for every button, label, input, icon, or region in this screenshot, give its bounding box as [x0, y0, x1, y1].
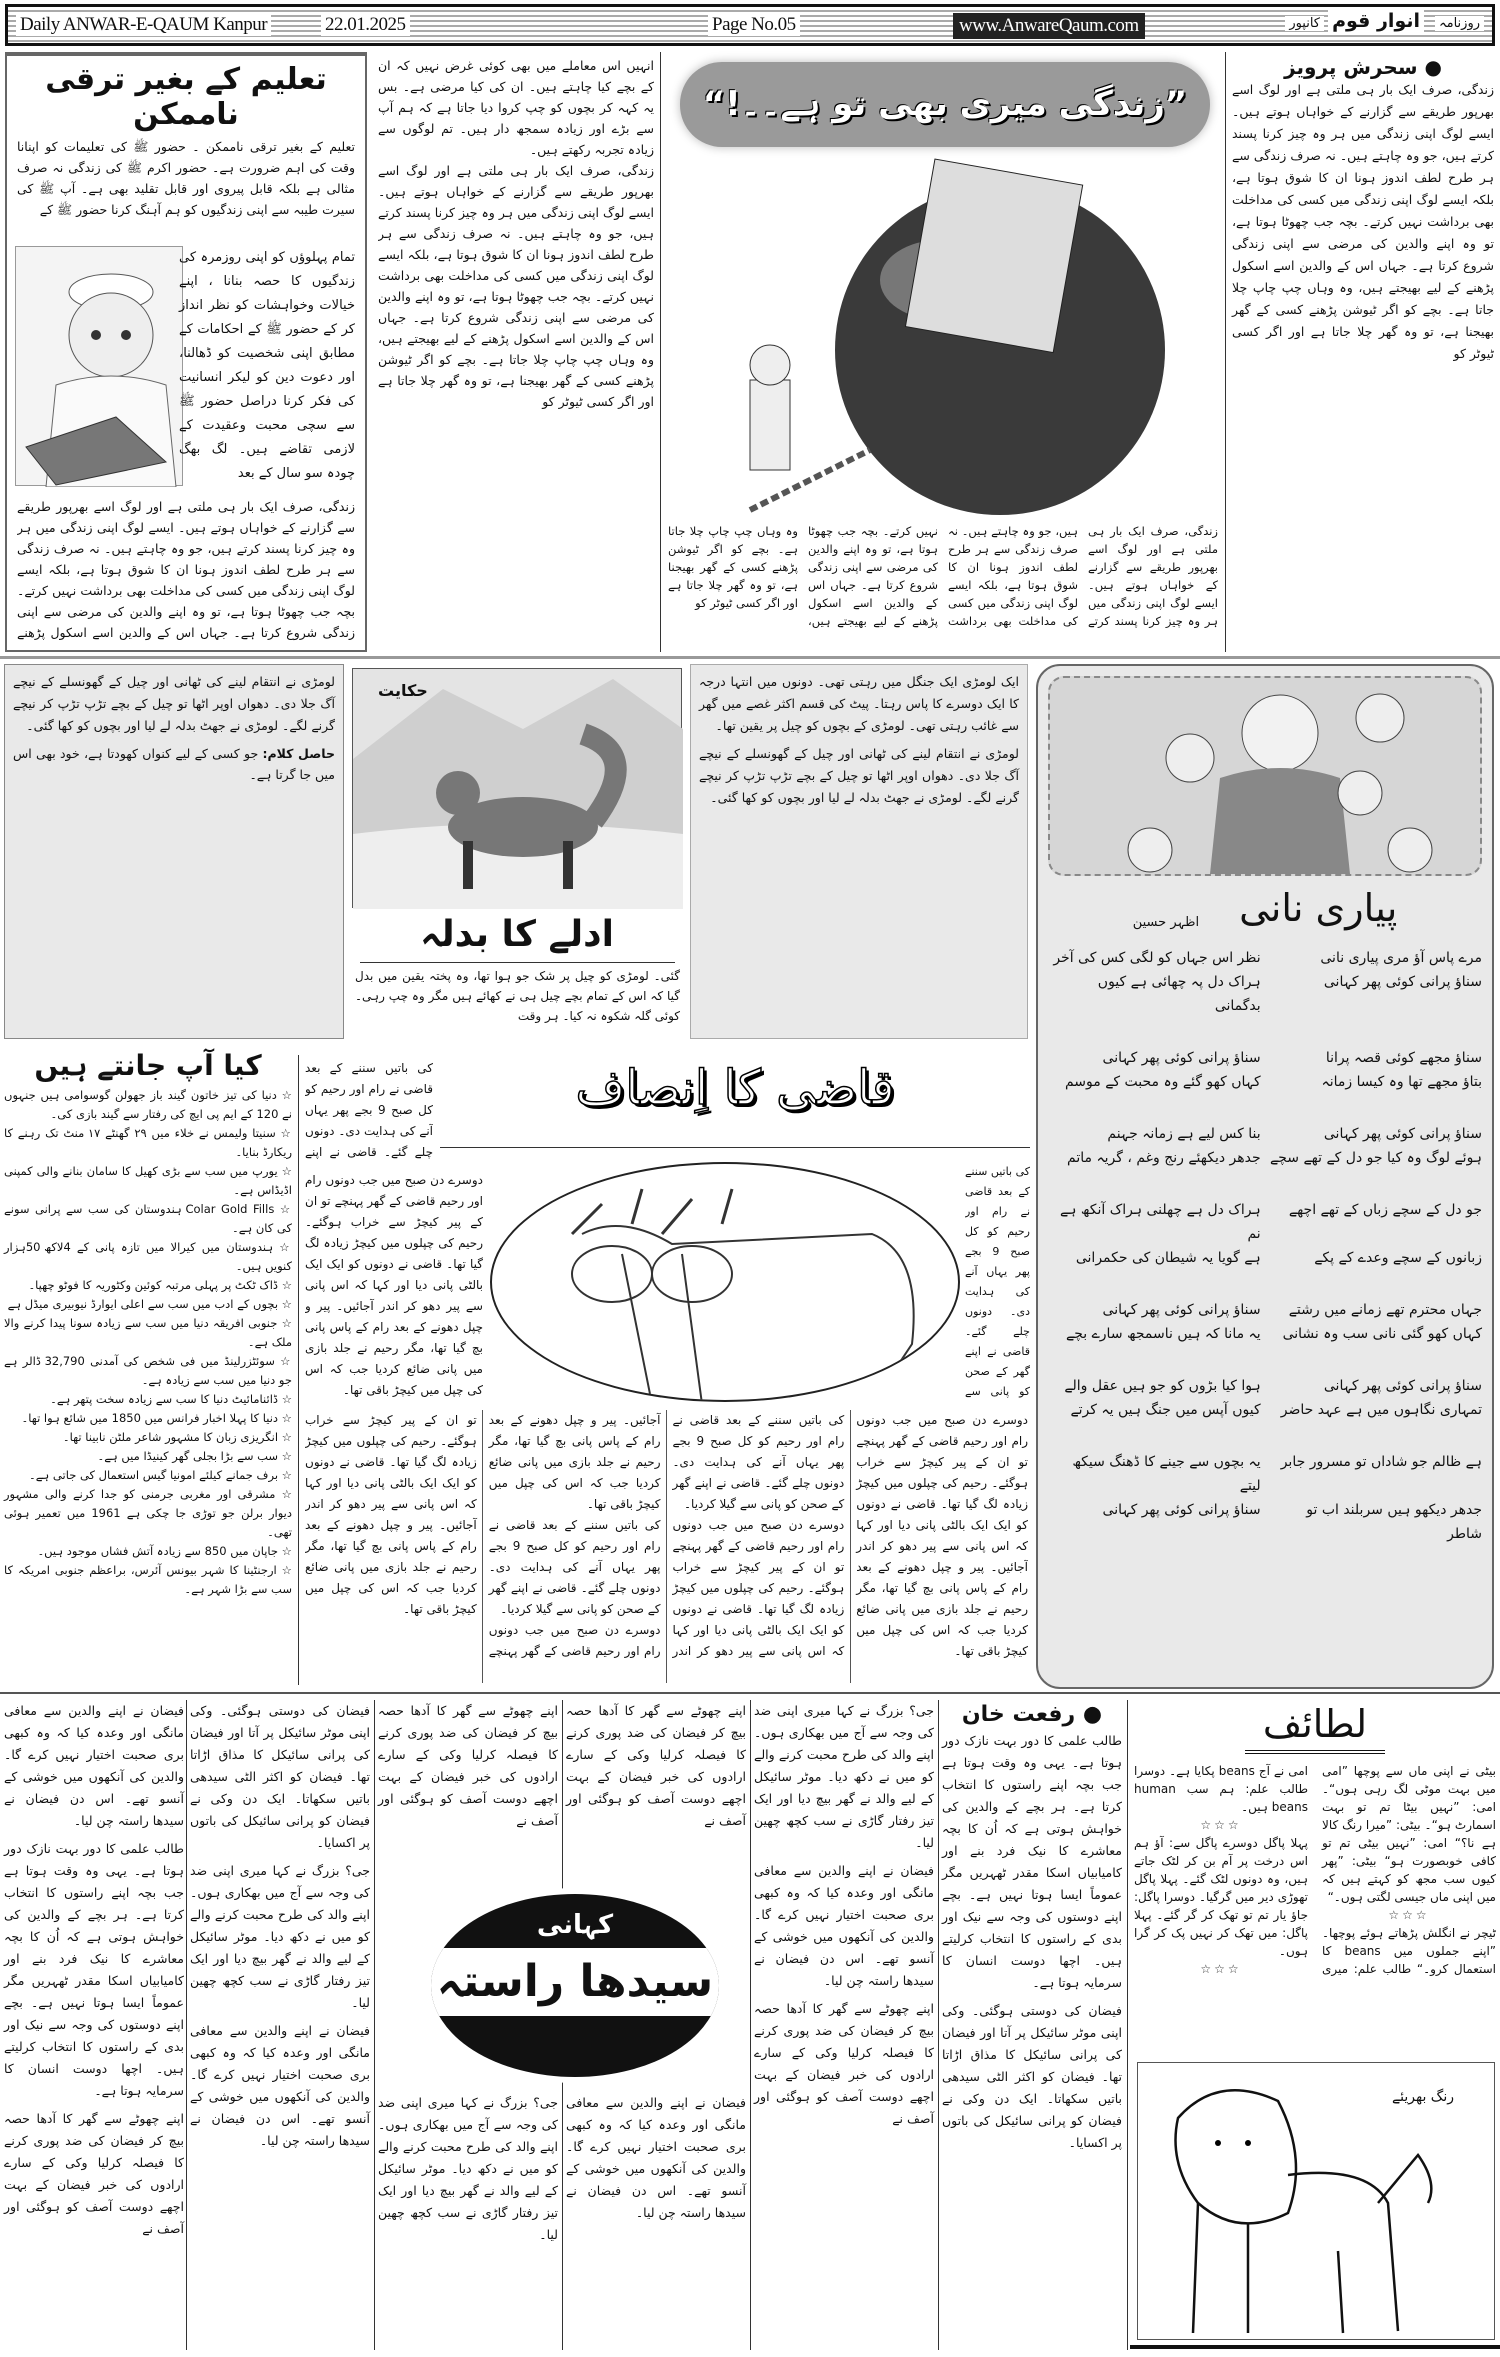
story-column-lower — [378, 2092, 558, 2252]
story-paragraph: فیضان کی دوستی ہوگئی۔ وکی اپنی موٹر سائیکل پر آتا اور فیضان کی پرانی سائیکل کا مذاق اڑاتا تھا۔ فیضان کو اکثر الٹی سیدھی باتیں سکھاتا۔ ایک دن وکی نے فیضان کو پرانی سائیکل کی باتوں پر اکسایا۔ — [190, 1703, 370, 1850]
poem-line: ہے گویا یہ شیطان کی حکمرانی — [1075, 1250, 1261, 1266]
fact-item: ☆ ارجنٹینا کا شہر بیونس آئرس، براعظم جنوبی امریکہ کا سب سے بڑا شہر ہے۔ — [4, 1563, 292, 1596]
qazi-headline: قاضی کا اِنصاف — [575, 1060, 895, 1116]
poem-stanza — [1038, 1450, 1492, 1546]
poem-line: سناؤ مجھے کوئی قصہ پرانا — [1325, 1050, 1482, 1066]
story-paragraph: فیضان نے اپنے والدین سے معافی مانگی اور وعدہ کیا کہ وہ کبھی بری صحبت اختیار نہیں کرے گا۔ والدین کی آنکھوں میں خوشی کے آنسو تھے۔ اس دن فیضان نے سیدھا راستہ چن لیا۔ — [4, 1703, 184, 1828]
issue-date: 22.01.2025 — [321, 14, 410, 36]
story-paragraph: فیضان نے اپنے والدین سے معافی مانگی اور وعدہ کیا کہ وہ کبھی بری صحبت اختیار نہیں کرے گا۔ والدین کی آنکھوں میں خوشی کے آنسو تھے۔ اس دن فیضان نے سیدھا راستہ چن لیا۔ — [190, 2023, 370, 2148]
zindagi-paragraph: انہیں اس معاملے میں بھی کوئی غرض نہیں کہ ان کے بچے کیا چاہتے ہیں۔ ان کی کیا مرضی ہے۔ بس یہ کہہ کر بچوں کو چپ کروا دیا جاتا ہے کہ ہم آپ سے بڑے اور زیادہ سمجھ دار ہیں۔ تم لوگوں سے زیادہ تجربہ رکھتے ہیں۔ — [378, 58, 654, 157]
did-you-know-list — [4, 1086, 292, 1599]
fact-item: ☆ ہندوستان میں کیرالا میں تازہ پانی کے 4لاکھ 50ہزار کنویں ہیں۔ — [4, 1240, 292, 1273]
poem-line: بتاؤ مجھے تھا وہ کیسا زمانہ — [1321, 1074, 1482, 1090]
poem-line: سناؤ پرانی کوئی پھر کہانی — [1102, 1050, 1261, 1066]
ball-and-chain-illustration — [690, 150, 1210, 520]
poem-stanza — [1038, 1198, 1492, 1270]
zindagi-body-intro: زندگی، صرف ایک بار ہی ملتی ہے اور لوگ اسے بھرپور طریقے سے گزارنے کے خواہاں ہوتے ہیں۔ ایسے لوگ اپنی زندگی میں ہر وہ چیز کرنا پسند کرتے ہیں، جو وہ چاہتے ہیں۔ نہ صرف زندگی سے ہر طرح لطف اندوز ہونا ان کا شوق ہوتا ہے، بلکہ ایسے لوگ اپنی زندگی میں کسی کی مداخلت بھی برداشت نہیں کرتے۔ بچہ جب چھوٹا ہوتا ہے، تو وہ اپنے والدین کی مرضی سے اپنی زندگی شروع کرتا ہے۔ جہاں اس کے والدین اسے اسکول پڑھنے کے لیے بھیجتے ہیں، وہ وہاں چپ چاپ چلا جاتا ہے۔ بچے کو اگر ٹیوشن پڑھنے کسی کے گھر بھیجنا ہے، تو وہ گھر چلا جاتا ہے اور اگر کسی ٹیوٹر کو — [1232, 82, 1494, 361]
did-you-know-section — [4, 1046, 292, 1599]
story-column-lower — [566, 2092, 746, 2230]
fact-item: ☆ ڈائنامائیٹ دنیا کا سب سے زیادہ سخت پتھر ہے۔ — [50, 1392, 292, 1406]
poem-line: ہوا کیا بڑوں کو جو ہیں عقل والے — [1064, 1378, 1261, 1394]
hikayat-body-start-2: لومڑی نے انتقام لینے کی ٹھانی اور چیل کے گھونسلے کے نیچے آگ جلا دی۔ دھواں اوپر اٹھا تو چیل کے بچے تڑپ تڑپ کر نیچے گرنے لگے۔ لومڑی نے جھٹ بدلہ لے لیا اور بچوں کو کھا گئی۔ — [699, 746, 1019, 805]
poem-line: ہراک دل ہے چھلنی ہراک آنکھ ہے نم — [1060, 1202, 1261, 1242]
education-body-continued: زندگی، صرف ایک بار ہی ملتی ہے اور لوگ اسے بھرپور طریقے سے گزارنے کے خواہاں ہوتے ہیں۔ ایسے لوگ اپنی زندگی میں ہر وہ چیز کرنا پسند کرتے ہیں، جو وہ چاہتے ہیں۔ نہ صرف زندگی سے ہر طرح لطف اندوز ہونا ان کا شوق ہوتا ہے، بلکہ ایسے لوگ اپنی زندگی میں کسی کی مداخلت بھی برداشت نہیں کرتے۔ بچہ جب چھوٹا ہوتا ہے، تو وہ اپنے والدین کی مرضی سے اپنی زندگی شروع کرتا ہے۔ جہاں اس کے والدین اسے اسکول پڑھنے — [17, 499, 355, 640]
hikayat-body-lower: گئی۔ لومڑی کو چیل پر شک جو ہوا تھا، وہ پختہ یقین میں بدل گیا کہ اس کے تمام بچے چیل ہی نے کھائے ہیں مگر وہ چپ رہی۔ کوئی گلہ شکوہ نہ کیا۔ ہر وقت — [355, 969, 680, 1023]
story-column — [754, 1700, 934, 2136]
education-body: تمام پہلوؤں کو اپنی روزمرہ کی زندگیوں کا حصہ بنانا ، اپنے خیالات وخواہشات کو نظر انداز کر کے حضور ﷺ کے احکامات کے مطابق اپنی شخصیت کو ڈھالنا، اور دعوت دین کو لیکر انسانیت کی فکر کرنا دراصل حضور ﷺ سے سچی محبت وعقیدت کے لازمی تقاضے ہیں۔ لگ بھگ چودہ سو سال کے بعد — [179, 250, 355, 481]
coloring-label: رنگ بھریئے — [1391, 2089, 1454, 2105]
joke-separator: ☆☆☆ — [1200, 1818, 1242, 1832]
story-title-badge — [425, 1888, 725, 2083]
poem-line: کہاں کھو گئی نانی سب وہ نشانی — [1282, 1326, 1482, 1342]
poem-box — [1036, 664, 1494, 1689]
qazi-paragraph: کی باتیں سننے کے بعد قاضی نے رام اور رحیم کو کل صبح 9 بجے پھر یہاں آنے کی ہدایت دی۔ دونوں چلے گئے۔ قاضی نے اپنے گھر کے صحن کو پانی سے گیلا کردیا۔ — [488, 1518, 661, 1616]
education-headline: تعلیم کے بغیر ترقی ناممکن — [45, 62, 327, 132]
joke: بیٹی نے اپنی ماں سے پوچھا ”امی میں بہت موٹی لگ رہی ہوں“۔ امی: ”نہیں بیٹا تم تو بہت اسمارٹ ہو“۔ بیٹی: ”میرا رنگ کالا ہے نا؟“ امی: ”نہیں بیٹی تم تو کافی خوبصورت ہو“ بیٹی: ”پھر کیوں سب مجھ کو کہتے ہیں کہ میں اپنی ماں جیسی لگتی ہوں۔“ — [1322, 1764, 1496, 1904]
jokes-headline: لطائف — [1245, 1698, 1385, 1754]
poem-line: سناؤ پرانی کوئی پھر کہانی — [1323, 974, 1482, 990]
poem-stanzas — [1038, 946, 1492, 1546]
fact-item: ☆ انگریزی زبان کا مشہور شاعر ملٹن نابینا تھا۔ — [62, 1430, 292, 1444]
joke-separator: ☆☆☆ — [1200, 1962, 1242, 1976]
fox-illustration — [352, 668, 682, 908]
education-intro: تعلیم کے بغیر ترقی ناممکن ۔ حضور ﷺ کی تعلیمات کو اپنانا وقت کی اہم ضرورت ہے۔ حضور اکرم ﷺ کی زندگی نہ صرف مثالی ہے بلکہ قابل پیروی اور قابل تقلید بھی ہے۔ آپ ﷺ کی سیرت طیبہ سے اپنی زندگیوں کو ہم آہنگ کرنا حضور ﷺ کے — [17, 139, 355, 217]
zindagi-byline-name: سحرش پرویز — [1284, 55, 1418, 79]
story-paragraph: اپنے چھوٹے سے گھر کا آدھا حصہ بیچ کر فیضان کی ضد پوری کرنے کا فیصلہ کرلیا وکی کے سارے ارادوں کی خبر فیضان کے بہت اچھے دوست آصف کو ہوگئی اور آصف نے — [754, 2001, 934, 2126]
poem-line: نظر اس جہاں کو لگی کس کی آخر — [1053, 950, 1261, 966]
bulls-illustration — [490, 1162, 960, 1402]
story-byline: ● رفعت خان — [961, 1702, 1103, 1727]
education-article — [5, 52, 367, 652]
story-paragraph: اپنے چھوٹے سے گھر کا آدھا حصہ بیچ کر فیضان کی ضد پوری کرنے کا فیصلہ کرلیا وکی کے سارے ارادوں کی خبر فیضان کے بہت اچھے دوست آصف کو ہوگئی اور آصف نے — [566, 1703, 746, 1828]
hikayat-start-column — [690, 664, 1028, 1039]
qazi-paragraph: دوسرے دن صبح میں جب دونوں رام اور رحیم قاضی کے گھر پہنچے تو ان کے پیر کیچڑ سے خراب ہوگئے۔ رحیم کی چپلوں میں کیچڑ زیادہ لگ گیا تھا۔ قاضی نے دونوں کو ایک ایک بالٹی پانی دیا اور کہا کہ اس پانی سے پیر دھو کر اندر آجائیں۔ پیر و چپل دھونے کے بعد رام کے پاس پانی بچ گیا تھا، مگر رحیم نے جلد بازی میں پانی ضائع کردیا جب کہ اس کی چپل میں کیچڑ باقی تھا۔ — [856, 1413, 1028, 1658]
poem-stanza — [1038, 1298, 1492, 1346]
grandmother-children-illustration — [1048, 676, 1482, 876]
story-paragraph: جی؟ بزرگ نے کہا میری اپنی ضد کی وجہ سے آج میں بھکاری ہوں۔ اپنے والد کی طرح محبت کرنے والے کو میں نے دکھ دیا۔ موٹر سائیکل کے لیے والد نے گھر بیچ دیا اور ایک تیز رفتار گاڑی نے سب کچھ چھین لیا۔ — [190, 1863, 370, 2010]
poem-line: ہراک دل پہ چھائی ہے کیوں بدگمانی — [1097, 974, 1261, 1014]
qazi-paragraph: دوسرے دن صبح میں جب دونوں رام اور رحیم قاضی کے گھر پہنچے تو ان کے پیر کیچڑ سے خراب ہوگئے۔ رحیم کی چپلوں میں کیچڑ زیادہ لگ گیا تھا۔ قاضی نے دونوں کو ایک ایک بالٹی پانی دیا اور کہا کہ اس پانی سے پیر دھو کر اندر آجائیں۔ پیر و چپل دھونے کے بعد رام کے پاس پانی بچ گیا تھا، مگر رحیم نے جلد بازی میں پانی ضائع کردیا جب کہ اس کی چپل میں کیچڑ باقی تھا۔ — [305, 1413, 661, 1658]
jokes-section — [1134, 1698, 1496, 1978]
qazi-body-columns — [305, 1410, 1028, 1683]
story-headline: سیدھا راستہ — [431, 1948, 719, 2016]
fact-item: ☆ سنیتا ولیمس نے خلاء میں ۲۹ گھنٹے ۱۷ منٹ تک رہنے کا ریکارڈ بنایا۔ — [4, 1126, 292, 1159]
poem-line: جدھر دیکھو ہیں سربلند اب تو شاطر — [1306, 1502, 1482, 1542]
fact-item: ☆ ڈاک ٹکٹ پر پہلی مرتبہ کوئین وکٹوریہ کا فوٹو چھپا۔ — [28, 1278, 292, 1292]
poem-stanza — [1038, 1122, 1492, 1170]
poem-line: سناؤ پرانی کوئی پھر کہانی — [1102, 1502, 1261, 1518]
story-paragraph: جی؟ بزرگ نے کہا میری اپنی ضد کی وجہ سے آج میں بھکاری ہوں۔ اپنے والد کی طرح محبت کرنے والے کو میں نے دکھ دیا۔ موٹر سائیکل کے لیے والد نے گھر بیچ دیا اور ایک تیز رفتار گاڑی نے سب کچھ چھین لیا۔ — [754, 1703, 934, 1850]
story-column — [190, 1700, 370, 2158]
zindagi-byline: ● سحرش پرویز — [1284, 55, 1442, 79]
zindagi-article-start — [1232, 55, 1494, 650]
poem-line: کیوں آپس میں جنگ ہیں یہ کرتے — [1070, 1402, 1261, 1418]
urdu-city: کانپور — [1285, 16, 1324, 31]
story-paragraph: فیضان نے اپنے والدین سے معافی مانگی اور وعدہ کیا کہ وہ کبھی بری صحبت اختیار نہیں کرے گا۔ والدین کی آنکھوں میں خوشی کے آنسو تھے۔ اس دن فیضان نے سیدھا راستہ چن لیا۔ — [566, 2095, 746, 2220]
hikayat-label: حکایت — [378, 681, 428, 700]
page-number: Page No.05 — [708, 14, 800, 36]
poem-line: جہاں محترم تھے زمانے میں رشتے — [1288, 1302, 1482, 1318]
story-intro-text: طالب علمی کا دور بہت نازک دور ہوتا ہے۔ یہی وہ وقت ہوتا ہے جب بچہ اپنے راستوں کا انتخاب کرتا ہے۔ ہر بچے کے والدین کی خواہش ہوتی ہے کہ اُن کا بچہ معاشرے کا نیک فرد بنے اور کامیابیاں اسکا مقدر ٹھہریں مگر عموماً ایسا ہوتا نہیں ہے۔ بچے اپنے دوستوں کی وجہ سے نیک اور بدی کے راستوں کا انتخاب کرلیتے ہیں۔ اچھا دوست انسان کا سرمایہ ہوتا ہے۔ — [942, 1733, 1122, 1990]
poem-line: کہاں کھو گئے وہ محبت کے موسم — [1064, 1074, 1261, 1090]
zindagi-headline-banner — [680, 62, 1210, 147]
poem-line: مرے پاس آؤ مری پیاری نانی — [1320, 950, 1482, 966]
hikayat-body: لومڑی نے انتقام لینے کی ٹھانی اور چیل کے گھونسلے کے نیچے آگ جلا دی۔ دھواں اوپر اٹھا تو چیل کے بچے تڑپ تڑپ کر نیچے گرنے لگے۔ لومڑی نے جھٹ بدلہ لے لیا اور بچوں کو کھا گئی۔ — [13, 674, 335, 733]
poem-line: سناؤ پرانی کوئی پھر کہانی — [1102, 1302, 1261, 1318]
poem-line: سناؤ پرانی کوئی پھر کہانی — [1323, 1378, 1482, 1394]
poet-name: اظہر حسین — [1132, 915, 1200, 930]
zindagi-body-column — [378, 55, 654, 643]
story-column — [378, 1700, 558, 1838]
poem-line: یہ بچوں سے جینے کا ڈھنگ سیکھ لیتے — [1072, 1454, 1261, 1494]
story-paragraph: فیضان کی دوستی ہوگئی۔ وکی اپنی موٹر سائیکل پر آتا اور فیضان کی پرانی سائیکل کا مذاق اڑاتا تھا۔ فیضان کو اکثر الٹی سیدھی باتیں سکھاتا۔ ایک دن وکی نے فیضان کو پرانی سائیکل کی باتوں پر اکسایا۔ — [942, 2003, 1122, 2150]
fact-item: ☆ دنیا کا پہلا اخبار فرانس میں 1850 میں شائع ہوا تھا۔ — [21, 1411, 292, 1425]
conclusion-text: جو کسی کے لیے کنواں کھودتا ہے، خود بھی اس میں جا گرتا ہے۔ — [13, 746, 335, 782]
poem-line: سناؤ پرانی کوئی پھر کہانی — [1323, 1126, 1482, 1142]
qazi-body-right: کی باتیں سننے کے بعد قاضی نے رام اور رحیم کو کل صبح 9 بجے پھر یہاں آنے کی ہدایت دی۔ دونوں چلے گئے۔ قاضی نے اپنے گھر کے صحن کو پانی سے — [965, 1165, 1030, 1398]
zindagi-headline: ”زندگی میری بھی تو ہے۔۔!“ — [702, 84, 1188, 124]
poem-line: جو دل کے سچے زباں کے تھے اچھے — [1288, 1202, 1482, 1218]
publication-name-en: Daily ANWAR-E-QAUM Kanpur — [16, 14, 271, 36]
zindagi-body-lower: زندگی، صرف ایک بار ہی ملتی ہے اور لوگ اسے بھرپور طریقے سے گزارنے کے خواہاں ہوتے ہیں۔ ایسے لوگ اپنی زندگی میں ہر وہ چیز کرنا پسند کرتے ہیں، جو وہ چاہتے ہیں۔ نہ صرف زندگی سے ہر طرح لطف اندوز ہونا ان کا شوق ہوتا ہے، بلکہ ایسے لوگ اپنی زندگی میں کسی کی مداخلت بھی برداشت نہیں کرتے۔ بچہ جب چھوٹا ہوتا ہے، تو وہ اپنے والدین کی مرضی سے اپنی زندگی شروع کرتا ہے۔ جہاں اس کے والدین اسے اسکول پڑھنے کے لیے بھیجتے ہیں، وہ وہاں چپ چاپ چلا جاتا ہے۔ بچے کو اگر ٹیوشن پڑھنے کسی کے گھر بھیجنا ہے، تو وہ گھر چلا جاتا ہے اور اگر کسی ٹیوٹر کو — [668, 524, 1218, 628]
story-column — [566, 1700, 746, 1838]
lion-coloring-page — [1137, 2062, 1495, 2340]
joke: ٹیچر نے انگلش پڑھاتے ہوئے پوچھا۔ ”اپنے جملوں میں beans کا استعمال کرو۔“ طالب علم: میری امی نے آج beans پکایا ہے۔ دوسرا طالب علم: ہم سب human beans ہیں۔ — [1134, 1764, 1496, 1976]
poem-line: ہوئے لوگ وہ کیا جو دل کے تھے سچے — [1270, 1150, 1482, 1166]
story-label: کہانی — [536, 1910, 614, 1940]
hikayat-body-start: ایک لومڑی ایک جنگل میں رہتی تھی۔ دونوں میں انتہا درجہ کا ایک دوسرے کا پاس رہتا۔ پیٹ کی قسم اکثر غصے میں گھر سے غائب رہتی تھی۔ لومڑی کے بچوں کو چیل پر یقین تھا۔ — [699, 674, 1019, 733]
poem-line: بنا کس لیے ہے زمانہ جہنم — [1107, 1126, 1261, 1142]
story-paragraph: طالب علمی کا دور بہت نازک دور ہوتا ہے۔ یہی وہ وقت ہوتا ہے جب بچہ اپنے راستوں کا انتخاب کرتا ہے۔ ہر بچے کے والدین کی خواہش ہوتی ہے کہ اُن کا بچہ معاشرے کا نیک فرد بنے اور کامیابیاں اسکا مقدر ٹھہریں مگر عموماً ایسا ہوتا نہیں ہے۔ بچے اپنے دوستوں کی وجہ سے نیک اور بدی کے راستوں کا انتخاب کرلیتے ہیں۔ اچھا دوست انسان کا سرمایہ ہوتا ہے۔ — [4, 1841, 184, 2098]
poem-line: ہے ظالم جو شاداں تو مسرور جابر — [1280, 1454, 1482, 1470]
poem-line: یہ مانا کہ ہیں ناسمجھ سارے بچے — [1066, 1326, 1261, 1342]
qazi-body-left: دوسرے دن صبح میں جب دونوں رام اور رحیم قاضی کے گھر پہنچے تو ان کے پیر کیچڑ سے خراب ہوگئے۔ رحیم کی چپلوں میں کیچڑ زیادہ لگ گیا تھا۔ قاضی نے دونوں کو ایک ایک بالٹی پانی دیا اور کہا کہ اس پانی سے پیر دھو کر اندر آجائیں۔ پیر و چپل دھونے کے بعد رام کے پاس پانی بچ گیا تھا، مگر رحیم نے جلد بازی میں پانی ضائع کردیا جب کہ اس کی چپل میں کیچڑ باقی تھا۔ — [305, 1173, 483, 1397]
fact-item: ☆ Colar Gold Fills ہندوستان کی سب سے پرانی سونے کی کان ہے۔ — [4, 1202, 292, 1235]
fact-item: ☆ جنوبی افریقہ دنیا میں سب سے زیادہ سونا پیدا کرنے والا ملک ہے۔ — [4, 1316, 292, 1349]
qazi-body-top: کی باتیں سننے کے بعد قاضی نے رام اور رحیم کو کل صبح 9 بجے پھر یہاں آنے کی ہدایت دی۔ دونوں چلے گئے۔ قاضی نے اپنے — [305, 1061, 433, 1159]
fact-item: ☆ سب سے بڑا بجلی گھر کینیڈا میں ہے۔ — [97, 1449, 292, 1463]
story-paragraph: اپنے چھوٹے سے گھر کا آدھا حصہ بیچ کر فیضان کی ضد پوری کرنے کا فیصلہ کرلیا وکی کے سارے ارادوں کی خبر فیضان کے بہت اچھے دوست آصف کو ہوگئی اور آصف نے — [4, 2111, 184, 2236]
hikayat-conclusion — [5, 743, 343, 785]
poem-stanza — [1038, 1374, 1492, 1422]
story-paragraph: اپنے چھوٹے سے گھر کا آدھا حصہ بیچ کر فیضان کی ضد پوری کرنے کا فیصلہ کرلیا وکی کے سارے ارادوں کی خبر فیضان کے بہت اچھے دوست آصف کو ہوگئی اور آصف نے — [378, 1703, 558, 1828]
fact-item: ☆ برف جمانے کیلئے امونیا گیس استعمال کی جاتی ہے۔ — [29, 1468, 292, 1482]
masthead — [5, 4, 1495, 46]
qazi-paragraph: کی باتیں سننے کے بعد قاضی نے رام اور رحیم کو کل صبح 9 بجے پھر یہاں آنے کی ہدایت دی۔ دونوں چلے گئے۔ قاضی نے اپنے گھر کے صحن کو پانی سے گیلا کردیا۔ — [672, 1413, 845, 1511]
hikayat-headline: ادلے کا بدلہ — [420, 914, 614, 955]
fact-item: ☆ یورپ میں سب سے بڑی کھیل کا سامان بنانے والی کمپنی اڈیڈاس ہے۔ — [4, 1164, 292, 1197]
joke: پہلا پاگل دوسرے پاگل سے: آؤ ہم اس درخت پر آم بن کر لٹک جاتے ہیں، وہ دونوں لٹک گئے۔ پہلا پاگل تھوڑی دیر میں گرگیا۔ دوسرا پاگل: جاؤ یار تم تو تھک کر گر گئے۔ پہلا پاگل: میں تھک کر نہیں پک کر گرا ہوں۔ — [1134, 1836, 1308, 1958]
qazi-paragraph: دوسرے دن صبح میں جب دونوں رام اور رحیم قاضی کے گھر پہنچے تو ان کے پیر کیچڑ سے خراب ہوگئے۔ رحیم کی چپلوں میں کیچڑ زیادہ لگ گیا تھا۔ قاضی نے دونوں کو ایک ایک بالٹی پانی دیا اور کہا کہ اس پانی سے پیر دھو کر اندر آجائیں۔ پیر و چپل دھونے کے بعد رام کے پاس پانی بچ گیا تھا، مگر رحیم نے جلد بازی میں پانی ضائع کردیا جب کہ اس کی چپل میں کیچڑ باقی تھا۔ — [488, 1413, 845, 1658]
poem-stanza — [1038, 946, 1492, 1018]
did-you-know-headline: کیا آپ جانتے ہیں — [34, 1049, 262, 1082]
story-column — [4, 1700, 184, 2246]
conclusion-label: حاصل کلام: — [262, 746, 335, 761]
fact-item: ☆ بچوں کے ادب میں سب سے اعلی ایوارڈ نیوبیری میڈل ہے — [7, 1297, 292, 1311]
zindagi-paragraph: زندگی، صرف ایک بار ہی ملتی ہے اور لوگ اسے بھرپور طریقے سے گزارنے کے خواہاں ہوتے ہیں۔ ایسے لوگ اپنی زندگی میں ہر وہ چیز کرنا پسند کرتے ہیں، جو وہ چاہتے ہیں۔ نہ صرف زندگی سے ہر طرح لطف اندوز ہونا ان کا شوق ہوتا ہے، بلکہ ایسے لوگ اپنی زندگی میں کسی کی مداخلت بھی برداشت نہیں کرتے۔ بچہ جب چھوٹا ہوتا ہے، تو وہ اپنے والدین کی مرضی سے اپنی زندگی شروع کرتا ہے۔ جہاں اس کے والدین اسے اسکول پڑھنے کے لیے بھیجتے ہیں، وہ وہاں چپ چاپ چلا جاتا ہے۔ بچے کو اگر ٹیوشن پڑھنے کسی کے گھر بھیجنا ہے، تو وہ گھر چلا جاتا ہے اور اگر کسی ٹیوٹر کو — [378, 163, 654, 409]
jokes-list — [1134, 1762, 1496, 1978]
story-byline-name: رفعت خان — [961, 1702, 1076, 1727]
fact-item: ☆ مشرقی اور مغربی جرمنی کو جدا کرنے والی مشہور دیوار برلن جو توڑی جا چکی ہے 1961 میں تعمیر ہوئی تھی۔ — [4, 1487, 292, 1539]
joke-separator: ☆☆☆ — [1388, 1908, 1430, 1922]
website-link[interactable]: www.AnwareQaum.com — [953, 13, 1145, 39]
urdu-prefix: روزنامہ — [1435, 16, 1484, 31]
fact-item: ☆ دنیا کی تیز خاتون گیند باز جھولن گوسوامی ہیں جنہوں نے 120 کے ایم پی ایچ کی رفتار سے گیند بازی کی۔ — [4, 1088, 292, 1121]
poem-line: جدھر دیکھئے رنج وغم ، گریہ ماتم — [1067, 1150, 1261, 1166]
story-paragraph: جی؟ بزرگ نے کہا میری اپنی ضد کی وجہ سے آج میں بھکاری ہوں۔ اپنے والد کی طرح محبت کرنے والے کو میں نے دکھ دیا۔ موٹر سائیکل کے لیے والد نے گھر بیچ دیا اور ایک تیز رفتار گاڑی نے سب کچھ چھین لیا۔ — [378, 2095, 558, 2242]
fact-item: ☆ جاپان میں 850 سے زیادہ آتش فشاں موجود ہیں۔ — [37, 1544, 292, 1558]
poem-line: زبانوں کے سچے وعدے کے پکے — [1314, 1250, 1482, 1266]
poem-stanza — [1038, 1046, 1492, 1094]
poem-line: تمہاری نگاہوں میں ہے عہد حاضر — [1280, 1402, 1482, 1418]
story-paragraph: فیضان نے اپنے والدین سے معافی مانگی اور وعدہ کیا کہ وہ کبھی بری صحبت اختیار نہیں کرے گا۔ والدین کی آنکھوں میں خوشی کے آنسو تھے۔ اس دن فیضان نے سیدھا راستہ چن لیا۔ — [754, 1863, 934, 1988]
fact-item: ☆ سوئٹزرلینڈ میں فی شخص کی آمدنی 32,790 ڈالر ہے جو دنیا میں سب سے زیادہ ہے۔ — [4, 1354, 292, 1387]
poem-title: پیاری نانی — [1239, 886, 1398, 930]
praying-boy-illustration — [15, 246, 183, 486]
urdu-publication-name: انوار قوم — [1328, 10, 1424, 32]
hikayat-continuation-box — [4, 664, 344, 1039]
story-intro — [942, 1700, 1122, 2160]
